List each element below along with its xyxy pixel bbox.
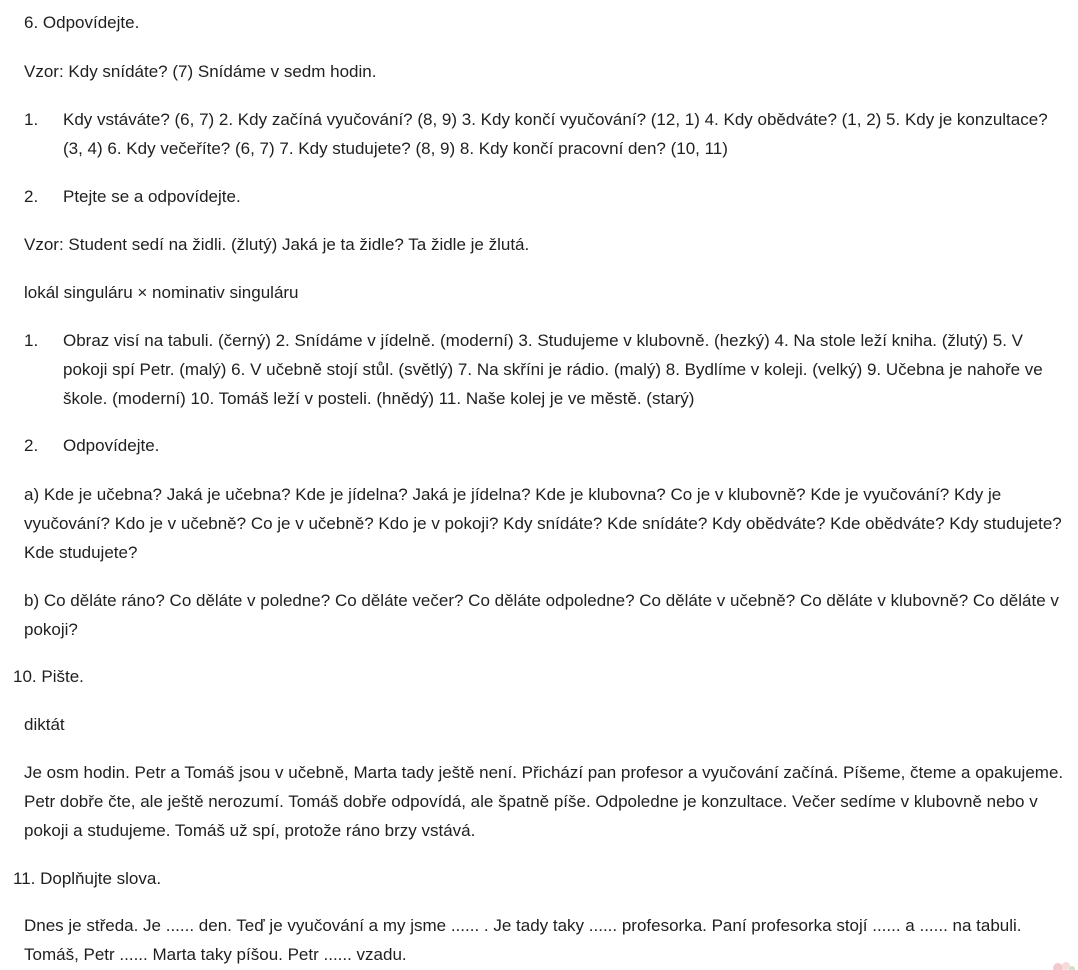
list-item (24, 105, 1072, 163)
section-6-heading: 6. Odpovídejte. (24, 13, 140, 32)
flower-decoration-icon (1044, 958, 1078, 970)
list-number: 1. (24, 331, 39, 350)
list-number: 2. (24, 436, 39, 455)
part-a-questions: a) Kde je učebna? Jaká je učebna? Kde je jídelna? Jaká je jídelna? Kde je klubovna? Co je v klubovně? Kde je vyučování? Kdy je vyučování? Kdo je v učebně? Co je v učebně? Kdo je v pokoji? Kdy snídáte? Kde snídáte? Kdy obědváte? Kde obědváte? Kdy studujete? Kde studujete? (24, 485, 1062, 562)
section-7-example: Vzor: Student sedí na židli. (žlutý) Jaká je ta židle? Ta židle je žlutá. (24, 235, 530, 254)
list-text: Ptejte se a odpovídejte. (63, 187, 241, 206)
section-6-example: Vzor: Kdy snídáte? (7) Snídáme v sedm hodin. (24, 62, 377, 81)
section-10-heading: 10. Pište. (13, 667, 84, 686)
grammar-note: lokál singuláru × nominativ singuláru (24, 283, 299, 302)
list-number: 1. (24, 110, 39, 129)
list-text: Obraz visí na tabuli. (černý) 2. Snídáme v jídelně. (moderní) 3. Studujeme v klubovně. (hezký) 4. Na stole leží kniha. (žlutý) 5. V pokoji spí Petr. (malý) 6. V učebně stojí stůl. (světlý) 7. Na skříni je rádio. (malý) 8. Bydlíme v koleji. (velký) 9. Učebna je nahoře ve škole. (moderní) 10. Tomáš leží v posteli. (hnědý) 11. Naše kolej je ve městě. (starý) (63, 331, 1043, 408)
section-11-heading: 11. Doplňujte slova. (13, 869, 162, 888)
dictation-text: Je osm hodin. Petr a Tomáš jsou v učebně, Marta tady ještě není. Přichází pan profesor a vyučování začíná. Píšeme, čteme a opakujeme. Petr dobře čte, ale ještě nerozumí. Tomáš dobře odpovídá, ale špatně píše. Odpoledne je konzultace. Večer sedíme v klubovně nebo v pokoji a studujeme. Tomáš už spí, protože ráno brzy vstává. (24, 763, 1064, 840)
list-item (24, 326, 1072, 413)
part-b-questions: b) Co děláte ráno? Co děláte v poledne? Co děláte večer? Co děláte odpoledne? Co děláte v učebně? Co děláte v klubovně? Co děláte v pokoji? (24, 591, 1059, 639)
list-item (24, 431, 1072, 460)
list-number: 2. (24, 187, 39, 206)
list-item (24, 182, 1072, 211)
list-text: Odpovídejte. (63, 436, 160, 455)
dictation-label: diktát (24, 715, 65, 734)
list-text: Kdy vstáváte? (6, 7) 2. Kdy začíná vyučování? (8, 9) 3. Kdy končí vyučování? (12, 1) 4. Kdy obědváte? (1, 2) 5. Kdy je konzultace? (3, 4) 6. Kdy večeříte? (6, 7) 7. Kdy studujete? (8, 9) 8. Kdy končí pracovní den? (10, 11) (63, 110, 1048, 158)
fill-in-text: Dnes je středa. Je ...... den. Teď je vyučování a my jsme ...... . Je tady taky ...... profesorka. Paní profesorka stojí ...... a ...... na tabuli. Tomáš, Petr ...... Marta taky píšou. Petr ...... vzadu. (24, 916, 1022, 964)
